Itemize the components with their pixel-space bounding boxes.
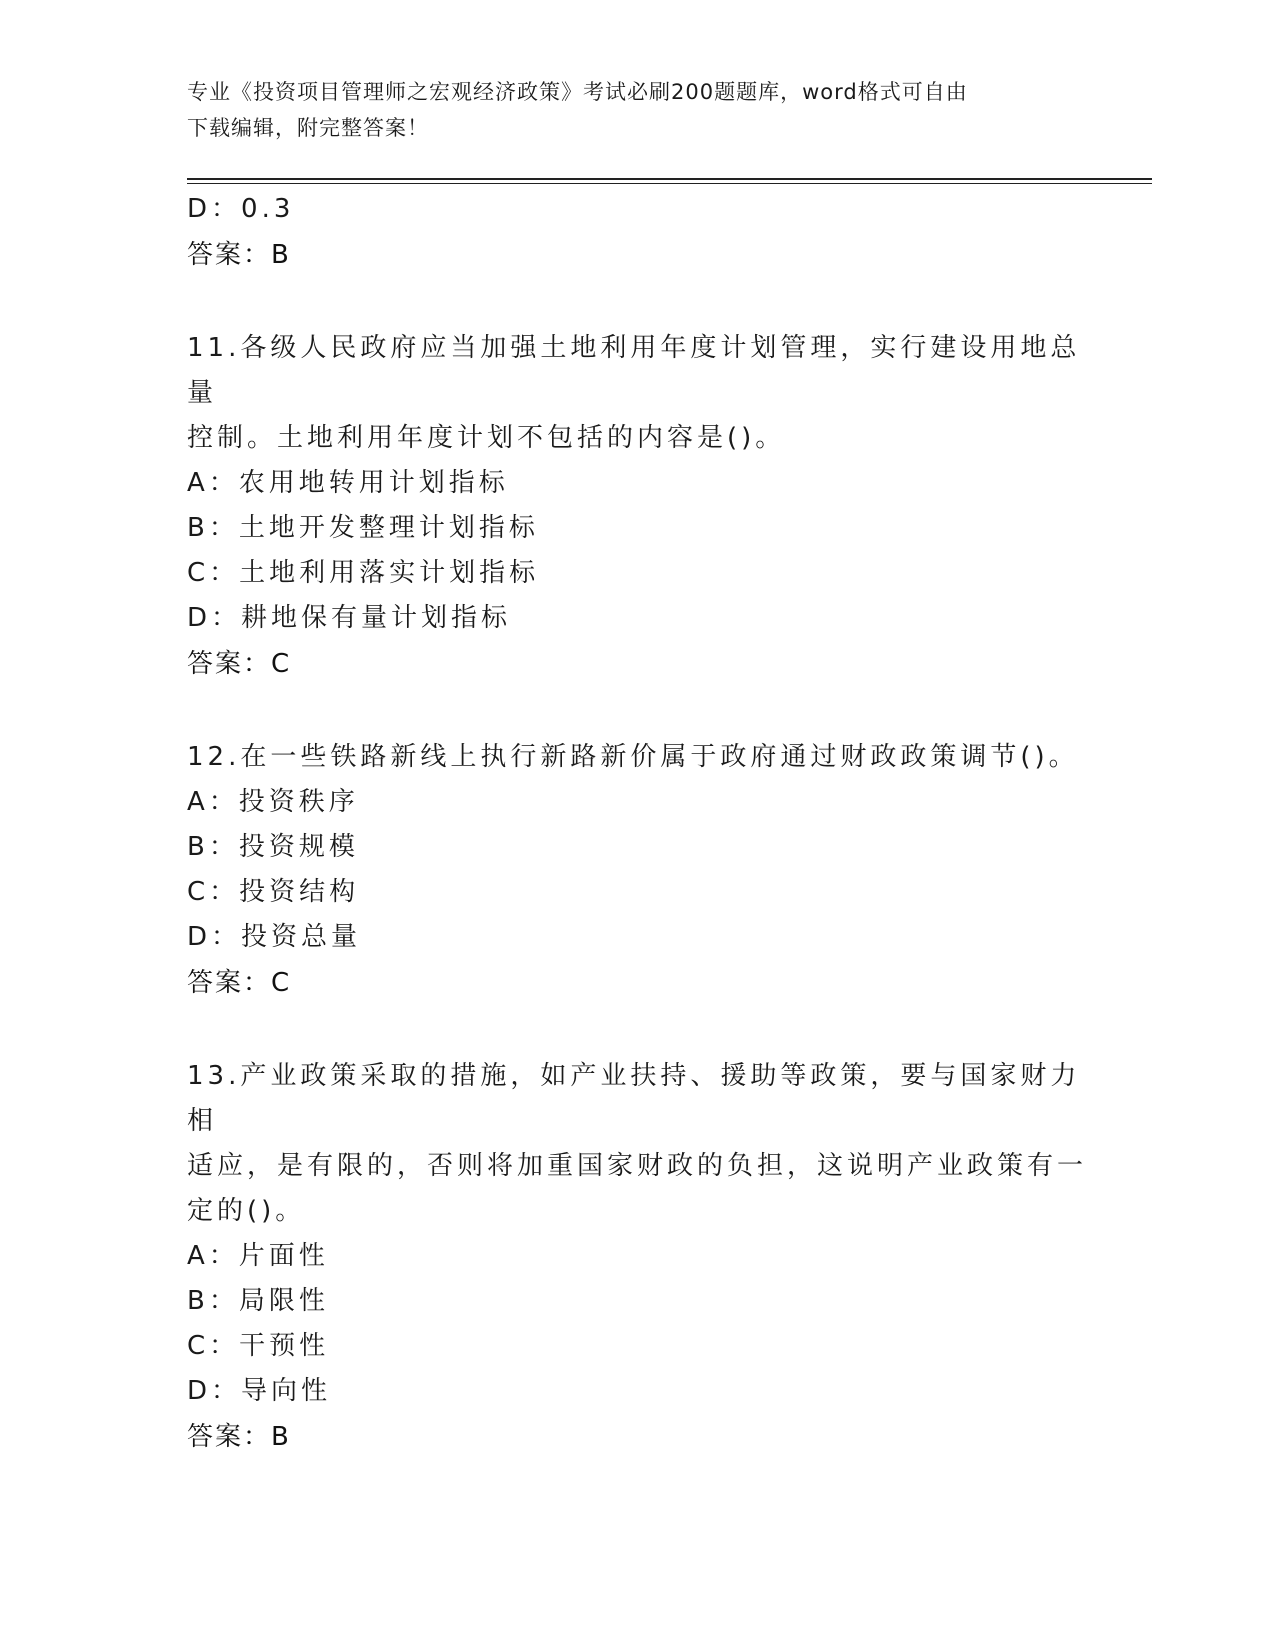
option-d: D：耕地保有量计划指标: [187, 603, 512, 633]
document-body: [187, 187, 1087, 1461]
option-c: C：干预性: [187, 1331, 330, 1361]
answer-line: 答案：C: [187, 649, 292, 679]
header-title-line-1: 专业《投资项目管理师之宏观经济政策》考试必刷200题题库，word格式可自由: [187, 80, 968, 104]
answer-line: 答案：C: [187, 968, 292, 998]
header-divider-thick: [187, 178, 1152, 180]
option-a: A：农用地转用计划指标: [187, 468, 509, 498]
header-title-line-2: 下载编辑，附完整答案！: [187, 116, 429, 140]
question-12: [187, 735, 1087, 1007]
previous-question-tail: [187, 187, 1087, 279]
question-stem-line: 12.在一些铁路新线上执行新路新价属于政府通过财政政策调节()。: [187, 742, 1079, 772]
document-header: [187, 74, 1087, 146]
question-stem-line: 13.产业政策采取的措施，如产业扶持、援助等政策，要与国家财力相: [187, 1061, 1081, 1136]
question-stem-line: 11.各级人民政府应当加强土地利用年度计划管理，实行建设用地总量: [187, 333, 1081, 408]
option-b: B：投资规模: [187, 832, 359, 862]
option-b: B：土地开发整理计划指标: [187, 513, 539, 543]
option-a: A：片面性: [187, 1241, 329, 1271]
option-d: D：导向性: [187, 1376, 332, 1406]
option-c: C：土地利用落实计划指标: [187, 558, 540, 588]
question-stem-line: 定的()。: [187, 1196, 306, 1226]
option-a: A：投资秩序: [187, 787, 359, 817]
question-stem-line: 适应，是有限的，否则将加重国家财政的负担，这说明产业政策有一: [187, 1151, 1088, 1181]
question-13: [187, 1054, 1087, 1461]
option-d: D：0.3: [187, 194, 295, 224]
answer-line: 答案：B: [187, 240, 291, 270]
option-b: B：局限性: [187, 1286, 329, 1316]
question-stem-line: 控制。土地利用年度计划不包括的内容是()。: [187, 423, 786, 453]
option-c: C：投资结构: [187, 877, 360, 907]
header-divider-thin: [187, 183, 1152, 184]
question-11: [187, 326, 1087, 688]
option-d: D：投资总量: [187, 922, 362, 952]
answer-line: 答案：B: [187, 1422, 291, 1452]
